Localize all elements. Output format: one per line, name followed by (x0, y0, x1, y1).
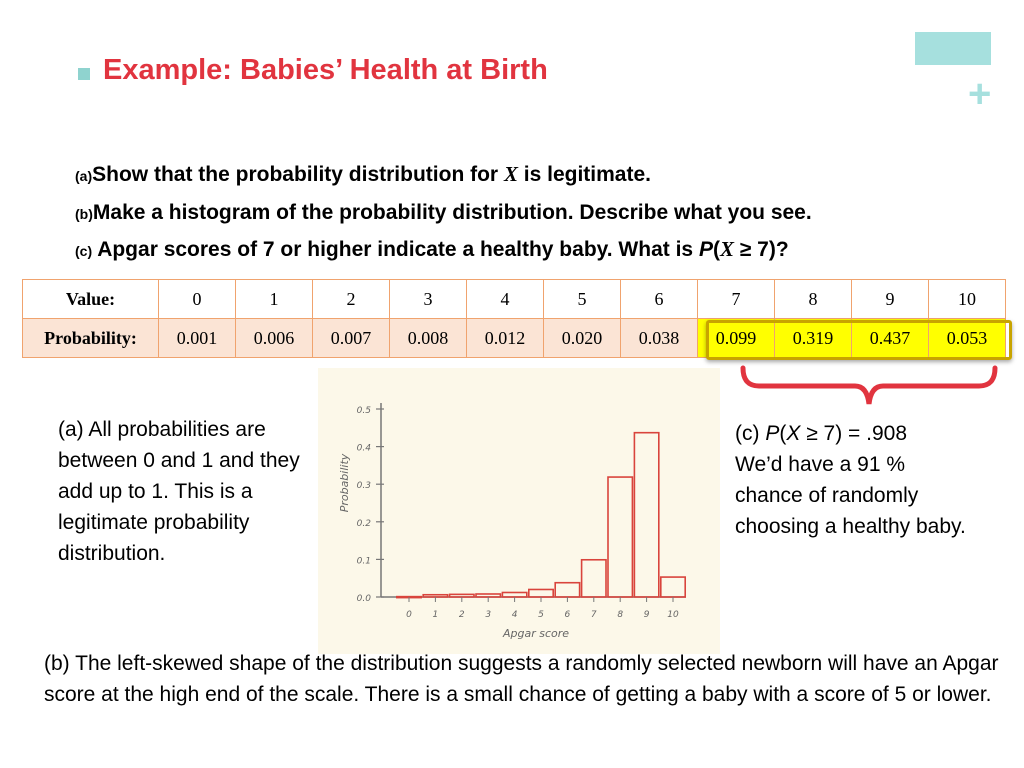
question-c-var: X (719, 237, 734, 261)
question-c-p: P (698, 238, 713, 261)
question-a (75, 162, 651, 187)
y-tick-label: 0.4 (356, 443, 371, 454)
value-cell: 4 (467, 280, 544, 319)
answer-c-p: P (765, 422, 780, 445)
question-c-label: (c) (75, 243, 93, 259)
probability-cell: 0.006 (236, 319, 313, 358)
question-c-pre: Apgar scores of 7 or higher indicate a healthy baby. What is (97, 238, 699, 261)
x-tick-label: 8 (617, 610, 624, 620)
question-a-post: is legitimate. (517, 163, 651, 186)
value-cell: 3 (390, 280, 467, 319)
value-cell: 8 (775, 280, 852, 319)
histogram-bar (423, 595, 447, 597)
probability-cell: 0.038 (621, 319, 698, 358)
histogram-bar (634, 433, 658, 597)
y-tick-label: 0.0 (356, 594, 371, 604)
x-tick-label: 1 (432, 610, 439, 620)
value-header: Value: (23, 280, 159, 319)
x-tick-label: 9 (643, 610, 650, 620)
probability-cell: 0.008 (390, 319, 467, 358)
y-tick-label: 0.5 (356, 406, 371, 416)
curly-brace-icon (737, 364, 1001, 408)
x-tick-label: 7 (590, 610, 597, 620)
answer-c-body: We’d have a 91 % chance of randomly choosing a healthy baby. (735, 453, 966, 538)
value-cell: 9 (852, 280, 929, 319)
y-tick-label: 0.2 (356, 518, 371, 529)
histogram-bar (555, 583, 579, 597)
probability-cell: 0.007 (313, 319, 390, 358)
answer-c-pre: (c) (735, 422, 766, 445)
x-tick-label: 0 (406, 610, 412, 620)
answer-c-x: X (786, 422, 801, 445)
question-b (75, 201, 812, 225)
probability-cell-highlighted: 0.099 (698, 319, 775, 358)
question-a-var: X (503, 162, 518, 186)
question-a-label: (a) (75, 168, 93, 184)
probability-cell: 0.001 (159, 319, 236, 358)
probability-header: Probability: (23, 319, 159, 358)
answer-c-open: ( (779, 422, 787, 445)
question-b-text: Make a histogram of the probability distribution. Describe what you see. (92, 201, 812, 224)
answer-c (735, 418, 975, 542)
value-cell: 0 (159, 280, 236, 319)
probability-cell-highlighted: 0.319 (775, 319, 852, 358)
probability-histogram (318, 368, 720, 654)
question-c-post: ≥ 7)? (733, 238, 789, 261)
probability-cell: 0.012 (467, 319, 544, 358)
histogram-bar (608, 477, 632, 597)
x-tick-label: 4 (511, 610, 518, 620)
histogram-bar (661, 577, 685, 597)
histogram-bar (450, 594, 474, 597)
probability-cell: 0.020 (544, 319, 621, 358)
answer-b: (b) The left-skewed shape of the distribution suggests a randomly selected newborn will have an Apgar score at the high end of the scale. There is a small chance of getting a baby with a score of 5 or lower. (44, 652, 999, 706)
value-cell: 5 (544, 280, 621, 319)
question-c (75, 237, 789, 262)
histogram-bar (476, 594, 500, 597)
probability-cell-highlighted: 0.437 (852, 319, 929, 358)
y-axis-label: Probability (338, 453, 351, 513)
x-tick-label: 6 (564, 610, 571, 620)
slide-title: Example: Babies’ Health at Birth (103, 54, 548, 86)
answer-a: (a) All probabilities are between 0 and 1 and they add up to 1. This is a legitimate probability distribution. (58, 418, 300, 565)
title-bullet-icon (78, 68, 90, 80)
plus-icon: + (968, 72, 992, 116)
histogram-bar (582, 560, 606, 597)
value-cell: 6 (621, 280, 698, 319)
probability-cell-highlighted: 0.053 (929, 319, 1006, 358)
corner-accent-bar (915, 32, 991, 65)
value-cell: 7 (698, 280, 775, 319)
x-tick-label: 10 (667, 610, 679, 620)
y-tick-label: 0.3 (356, 481, 371, 492)
value-cell: 2 (313, 280, 390, 319)
histogram-bar (529, 589, 553, 597)
value-cell: 1 (236, 280, 313, 319)
value-row (23, 280, 1006, 319)
x-tick-label: 2 (458, 610, 465, 620)
x-tick-label: 3 (485, 610, 492, 620)
highlight-box (706, 320, 1012, 360)
histogram-bar (502, 592, 526, 597)
answer-c-rest: ≥ 7) = .908 (800, 422, 908, 445)
question-b-label: (b) (75, 206, 93, 222)
y-tick-label: 0.1 (356, 556, 371, 567)
x-tick-label: 5 (538, 610, 544, 620)
question-a-pre: Show that the probability distribution for (92, 163, 504, 186)
question-c-paren: ( (712, 238, 720, 261)
value-cell: 10 (929, 280, 1006, 319)
x-axis-label: Apgar score (502, 627, 570, 640)
